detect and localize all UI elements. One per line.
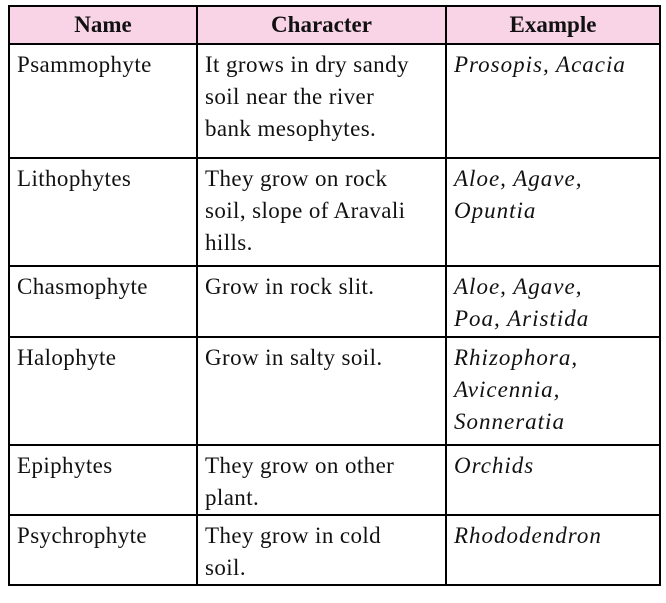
plant-types-table bbox=[8, 5, 661, 586]
cell-name: Epiphytes bbox=[9, 445, 197, 515]
cell-name: Psychrophyte bbox=[9, 515, 197, 585]
table-row bbox=[9, 337, 660, 445]
table-row bbox=[9, 158, 660, 266]
table-row bbox=[9, 266, 660, 337]
table-row bbox=[9, 44, 660, 158]
header-row bbox=[9, 6, 660, 44]
header-name: Name bbox=[9, 6, 197, 44]
cell-character: They grow on other plant. bbox=[197, 445, 446, 515]
table-row bbox=[9, 445, 660, 515]
cell-name: Lithophytes bbox=[9, 158, 197, 266]
table-row bbox=[9, 515, 660, 585]
cell-character: It grows in dry sandy soil near the river bank mesophytes. bbox=[197, 44, 446, 158]
cell-character: Grow in rock slit. bbox=[197, 266, 446, 337]
header-character: Character bbox=[197, 6, 446, 44]
cell-character: Grow in salty soil. bbox=[197, 337, 446, 445]
cell-example: Orchids bbox=[446, 445, 660, 515]
cell-name: Halophyte bbox=[9, 337, 197, 445]
cell-example: Aloe, Agave, Opuntia bbox=[446, 158, 660, 266]
cell-example: Aloe, Agave, Poa, Aristida bbox=[446, 266, 660, 337]
cell-example: Rhododendron bbox=[446, 515, 660, 585]
cell-character: They grow in cold soil. bbox=[197, 515, 446, 585]
header-example: Example bbox=[446, 6, 660, 44]
cell-name: Psammophyte bbox=[9, 44, 197, 158]
cell-example: Rhizophora, Avicennia, Sonneratia bbox=[446, 337, 660, 445]
cell-name: Chasmophyte bbox=[9, 266, 197, 337]
cell-character: They grow on rock soil, slope of Aravali hills. bbox=[197, 158, 446, 266]
cell-example: Prosopis, Acacia bbox=[446, 44, 660, 158]
